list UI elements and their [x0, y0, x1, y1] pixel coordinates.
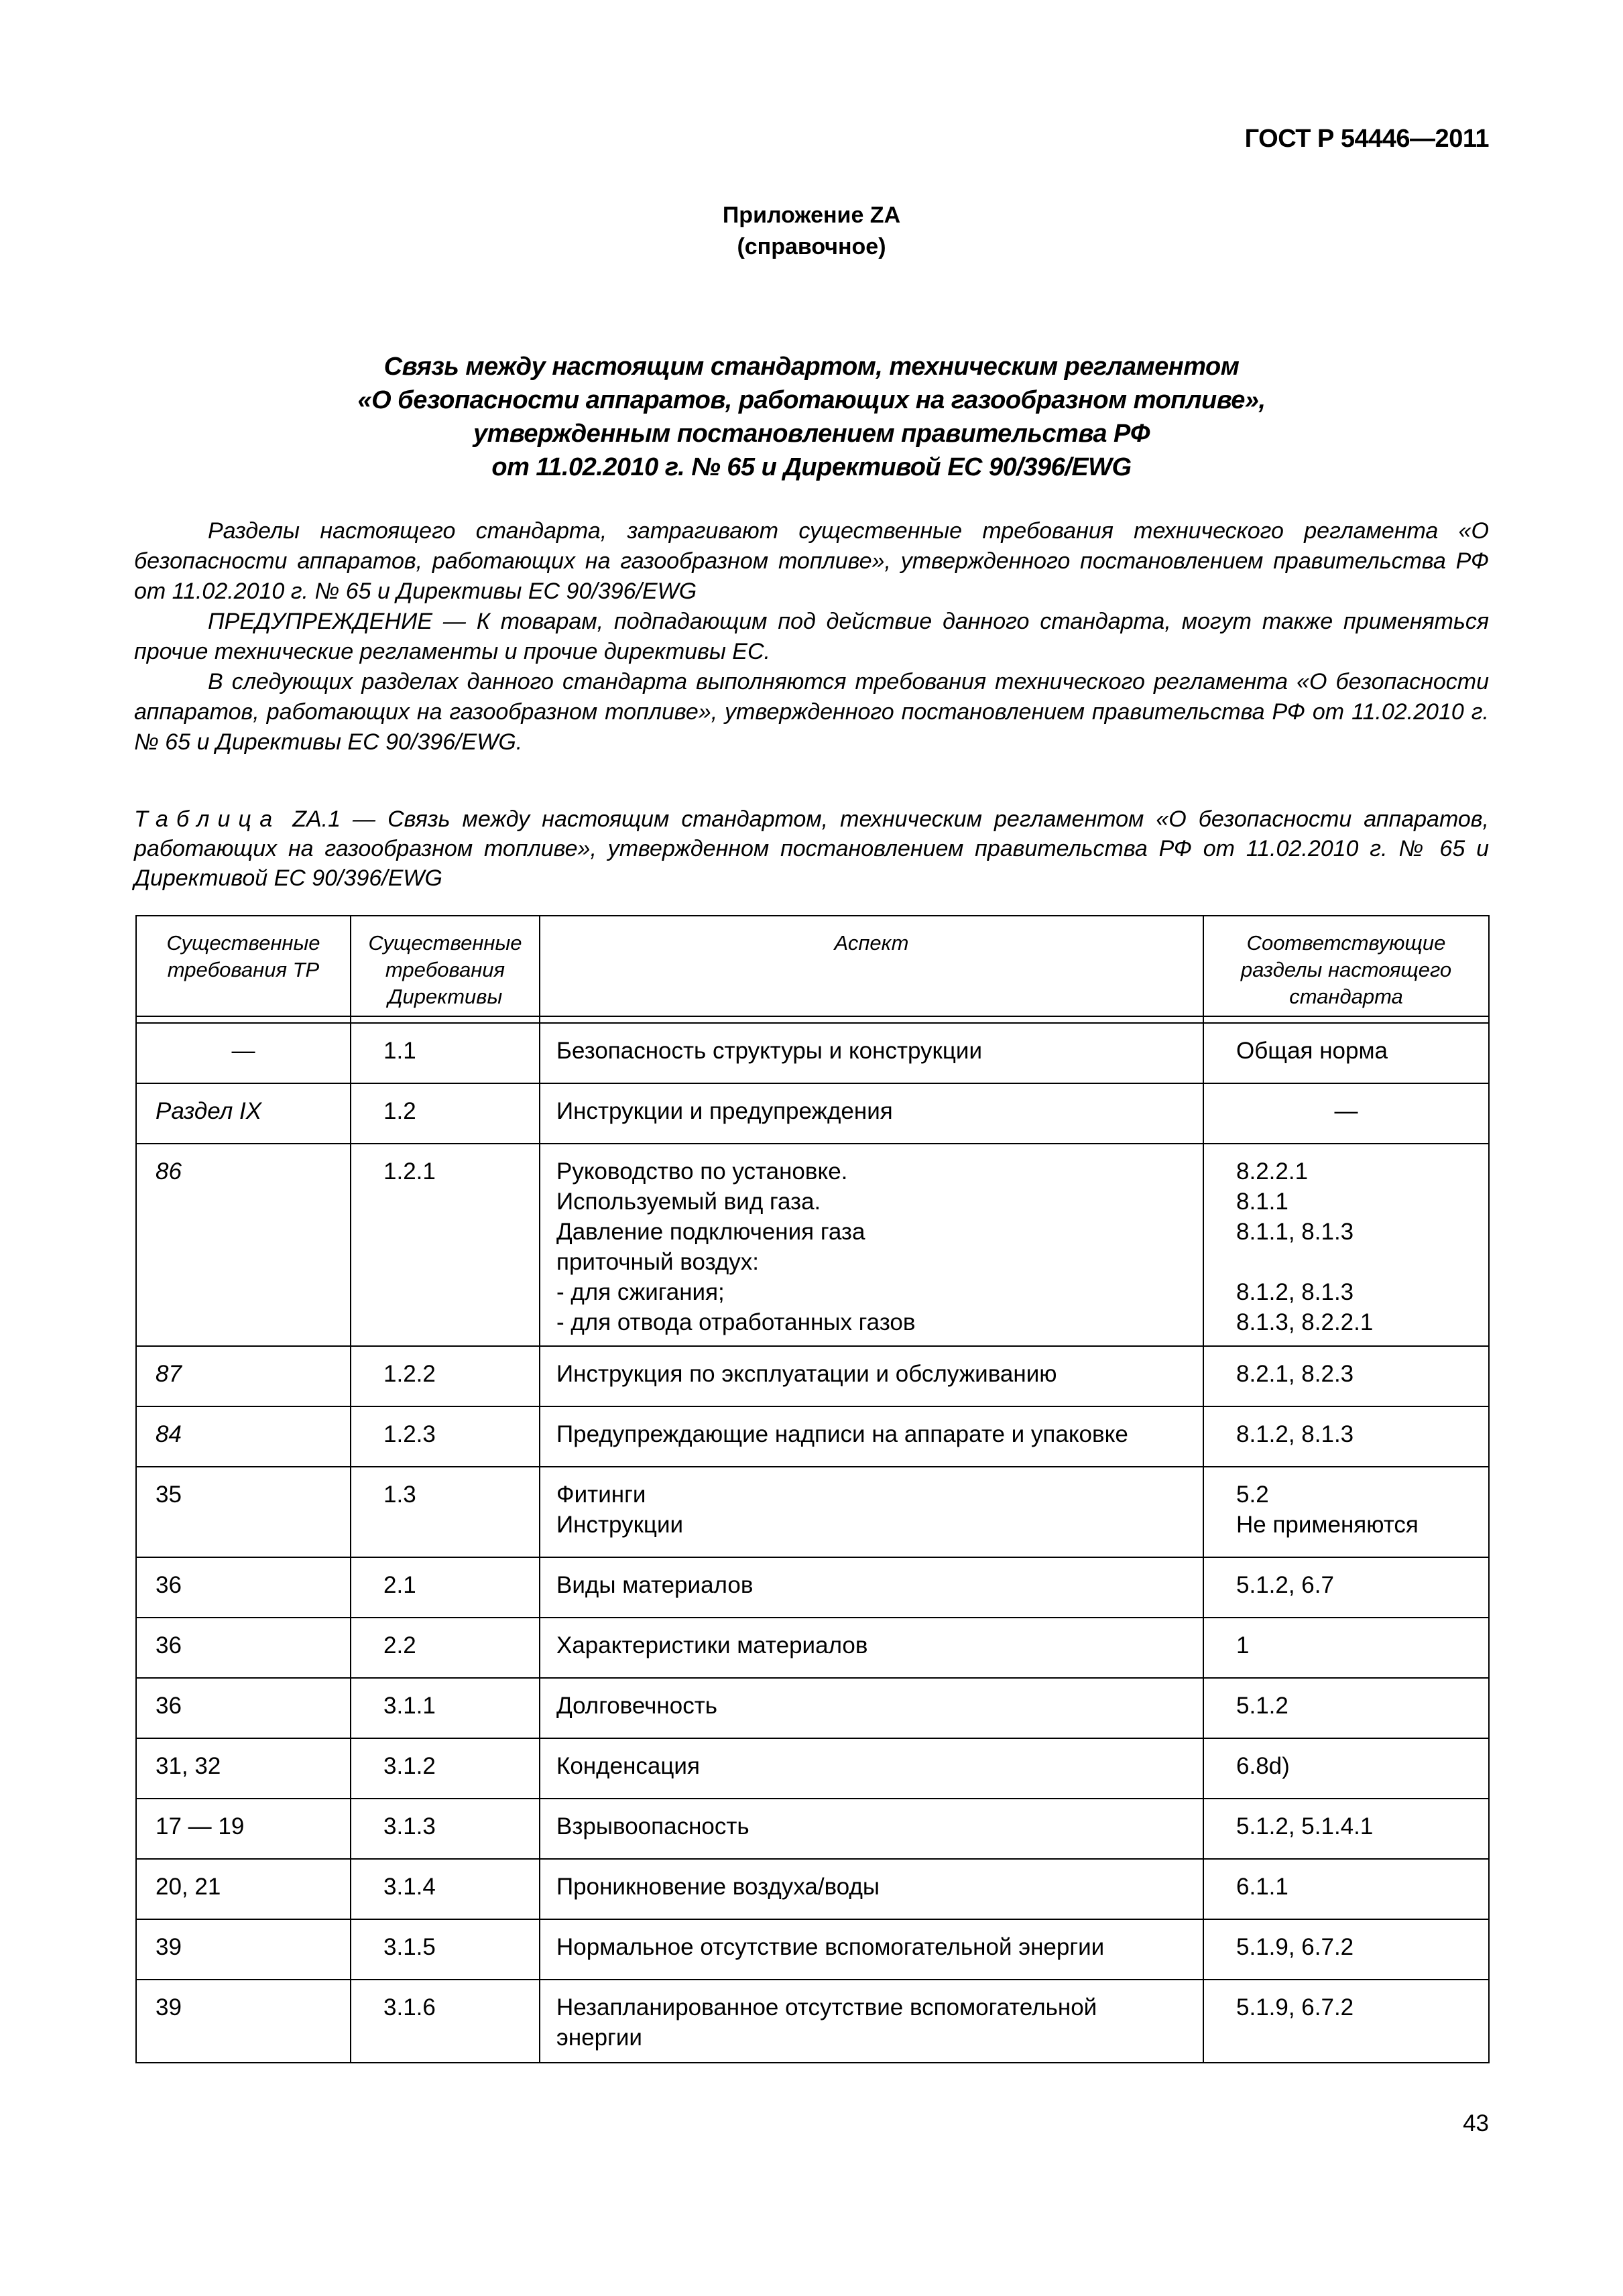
cell-aspect [540, 1980, 1203, 2063]
table-caption [134, 804, 1489, 893]
intro-text [134, 516, 1489, 758]
table-header-row [136, 916, 1489, 1016]
cell-directive-requirement: 1.2.3 [351, 1406, 540, 1467]
cell-standard-sections [1203, 1406, 1489, 1467]
aspect-line: Используемый вид газа. [556, 1189, 821, 1215]
annex-subtitle: (справочное) [737, 234, 886, 259]
cell-tr-requirement: 35 [136, 1467, 351, 1557]
title-line: Связь между настоящим стандартом, техническим регламентом [383, 353, 1240, 381]
aspect-line: Долговечность [556, 1693, 717, 1719]
sections-line: 5.1.2, 6.7 [1236, 1572, 1334, 1598]
sections-line: 8.2.1, 8.2.3 [1236, 1361, 1354, 1387]
cell-tr-requirement: 39 [136, 1980, 351, 2063]
table-row [136, 1919, 1489, 1980]
header-aspect: Аспект [540, 916, 1203, 1016]
aspect-line: Виды материалов [556, 1572, 754, 1598]
paragraph: Разделы настоящего стандарта, затрагивают существенные требования технического регламента «О безопасности аппаратов, работающих на газообразном топливе», утвержденного постановлением правительства РФ от 11.02.2010 г. № 65 и Директивы ЕС 90/396/EWG [134, 518, 1489, 604]
table-row [136, 1618, 1489, 1678]
sections-line: 5.1.9, 6.7.2 [1236, 1934, 1354, 1960]
aspect-line: Конденсация [556, 1753, 700, 1779]
cell-tr-requirement: 20, 21 [136, 1859, 351, 1919]
cell-aspect [540, 1799, 1203, 1859]
cell-standard-sections [1203, 1799, 1489, 1859]
requirements-table [135, 915, 1490, 2063]
table-row [136, 1738, 1489, 1799]
table-body [136, 1023, 1489, 2063]
sections-line: 8.1.1 [1236, 1189, 1288, 1215]
cell-aspect [540, 1023, 1203, 1083]
table-row [136, 1083, 1489, 1144]
header-separator [136, 1016, 1489, 1023]
sections-line: 8.1.1, 8.1.3 [1236, 1219, 1354, 1245]
sections-line: 1 [1236, 1632, 1250, 1658]
cell-aspect [540, 1346, 1203, 1406]
table-row [136, 1023, 1489, 1083]
cell-tr-requirement: 31, 32 [136, 1738, 351, 1799]
sections-line [1236, 1247, 1482, 1277]
aspect-line: Безопасность структуры и конструкции [556, 1038, 983, 1064]
page-number: 43 [1463, 2110, 1489, 2136]
cell-directive-requirement: 3.1.4 [351, 1859, 540, 1919]
cell-aspect [540, 1557, 1203, 1618]
cell-standard-sections [1203, 1557, 1489, 1618]
cell-aspect [540, 1678, 1203, 1738]
cell-aspect [540, 1618, 1203, 1678]
table-caption-label: Таблица [134, 806, 281, 832]
cell-tr-requirement: 17 — 19 [136, 1799, 351, 1859]
cell-directive-requirement: 2.1 [351, 1557, 540, 1618]
cell-aspect [540, 1919, 1203, 1980]
aspect-line: Инструкции и предупреждения [556, 1098, 893, 1124]
cell-tr-requirement: 36 [136, 1618, 351, 1678]
cell-directive-requirement: 1.1 [351, 1023, 540, 1083]
cell-standard-sections [1203, 1859, 1489, 1919]
table-row [136, 1406, 1489, 1467]
cell-tr-requirement: — [136, 1023, 351, 1083]
aspect-line: приточный воздух: [556, 1249, 759, 1275]
aspect-line: Руководство по установке. [556, 1158, 848, 1185]
sections-line: — [1334, 1098, 1358, 1124]
sections-line: 5.1.2 [1236, 1693, 1288, 1719]
cell-aspect [540, 1467, 1203, 1557]
aspect-line: Давление подключения газа [556, 1219, 865, 1245]
table-row [136, 1859, 1489, 1919]
aspect-line: Нормальное отсутствие вспомогательной энергии [556, 1934, 1105, 1960]
annex-title: Приложение ZA [722, 202, 901, 228]
document-id: ГОСТ Р 54446—2011 [1244, 125, 1489, 153]
aspect-line: Незапланированное отсутствие вспомогательной [556, 1994, 1097, 2020]
sections-line: Не применяются [1236, 1512, 1419, 1538]
cell-directive-requirement: 3.1.5 [351, 1919, 540, 1980]
aspect-line: Взрывоопасность [556, 1813, 749, 1839]
cell-standard-sections [1203, 1618, 1489, 1678]
warning-paragraph: ПРЕДУПРЕЖДЕНИЕ — К товарам, подпадающим под действие данного стандарта, могут также применяться прочие технические регламенты и прочие директивы ЕС. [134, 609, 1489, 664]
cell-directive-requirement: 1.2.2 [351, 1346, 540, 1406]
cell-tr-requirement: 84 [136, 1406, 351, 1467]
cell-tr-requirement: 36 [136, 1557, 351, 1618]
annex-heading [0, 200, 1623, 263]
cell-aspect [540, 1738, 1203, 1799]
sections-line: 8.2.2.1 [1236, 1158, 1309, 1185]
cell-directive-requirement: 3.1.6 [351, 1980, 540, 2063]
table-row [136, 1346, 1489, 1406]
aspect-line: энергии [556, 2025, 642, 2051]
cell-directive-requirement: 1.3 [351, 1467, 540, 1557]
aspect-line: Фитинги [556, 1482, 646, 1508]
cell-standard-sections [1203, 1023, 1489, 1083]
table-row [136, 1799, 1489, 1859]
aspect-line: Проникновение воздуха/воды [556, 1874, 880, 1900]
cell-tr-requirement: 86 [136, 1144, 351, 1346]
cell-aspect [540, 1406, 1203, 1467]
cell-standard-sections [1203, 1678, 1489, 1738]
sections-line: 8.1.2, 8.1.3 [1236, 1421, 1354, 1447]
cell-directive-requirement: 1.2 [351, 1083, 540, 1144]
aspect-line: Характеристики материалов [556, 1632, 868, 1658]
aspect-line: - для сжигания; [556, 1279, 725, 1305]
table-row [136, 1467, 1489, 1557]
header-tr-requirements: Существенные требования ТР [136, 916, 351, 1016]
cell-standard-sections [1203, 1346, 1489, 1406]
cell-standard-sections [1203, 1919, 1489, 1980]
table-row [136, 1980, 1489, 2063]
cell-directive-requirement: 3.1.2 [351, 1738, 540, 1799]
paragraph: В следующих разделах данного стандарта выполняются требования технического регламента «О безопасности аппаратов, работающих на газообразном топливе», утвержденного постановлением правительства РФ от 11.02.2010 г. № 65 и Директивы ЕС 90/396/EWG. [134, 669, 1489, 755]
table-row [136, 1557, 1489, 1618]
annex-main-title [201, 350, 1422, 484]
cell-tr-requirement: 39 [136, 1919, 351, 1980]
title-line: утвержденным постановлением правительства РФ [473, 420, 1150, 448]
cell-directive-requirement: 3.1.3 [351, 1799, 540, 1859]
cell-aspect [540, 1859, 1203, 1919]
header-directive-requirements: Существенные требования Директивы [351, 916, 540, 1016]
aspect-line: Инструкции [556, 1512, 684, 1538]
cell-standard-sections [1203, 1144, 1489, 1346]
sections-line: 5.2 [1236, 1482, 1269, 1508]
table-caption-text: ZA.1 — Связь между настоящим стандартом, техническим регламентом «О безопасности аппаратов, работающих на газообразном топливе», утвержденном постановлением правительства РФ от 11.02.2010 г. № 65 и Директивой ЕС 90/396/EWG [134, 806, 1489, 891]
sections-line: Общая норма [1236, 1038, 1388, 1064]
cell-directive-requirement: 2.2 [351, 1618, 540, 1678]
sections-line: 6.8d) [1236, 1753, 1290, 1779]
aspect-line: Инструкция по эксплуатации и обслуживанию [556, 1361, 1057, 1387]
cell-directive-requirement: 1.2.1 [351, 1144, 540, 1346]
header-standard-sections: Соответствующие разделы настоящего стандарта [1203, 916, 1489, 1016]
title-line: «О безопасности аппаратов, работающих на газообразном топливе», [357, 386, 1266, 414]
sections-line: 6.1.1 [1236, 1874, 1288, 1900]
table-row [136, 1144, 1489, 1346]
cell-aspect [540, 1083, 1203, 1144]
aspect-line: - для отвода отработанных газов [556, 1309, 916, 1335]
table-row [136, 1678, 1489, 1738]
cell-standard-sections [1203, 1467, 1489, 1557]
sections-line: 5.1.2, 5.1.4.1 [1236, 1813, 1374, 1839]
title-line: от 11.02.2010 г. № 65 и Директивой ЕС 90/396/EWG [491, 453, 1132, 481]
cell-directive-requirement: 3.1.1 [351, 1678, 540, 1738]
cell-standard-sections [1203, 1083, 1489, 1144]
sections-line: 8.1.2, 8.1.3 [1236, 1279, 1354, 1305]
sections-line: 5.1.9, 6.7.2 [1236, 1994, 1354, 2020]
cell-standard-sections [1203, 1980, 1489, 2063]
sections-line: 8.1.3, 8.2.2.1 [1236, 1309, 1374, 1335]
cell-tr-requirement: 87 [136, 1346, 351, 1406]
cell-tr-requirement: Раздел IX [136, 1083, 351, 1144]
cell-tr-requirement: 36 [136, 1678, 351, 1738]
aspect-line: Предупреждающие надписи на аппарате и упаковке [556, 1421, 1128, 1447]
cell-aspect [540, 1144, 1203, 1346]
cell-standard-sections [1203, 1738, 1489, 1799]
